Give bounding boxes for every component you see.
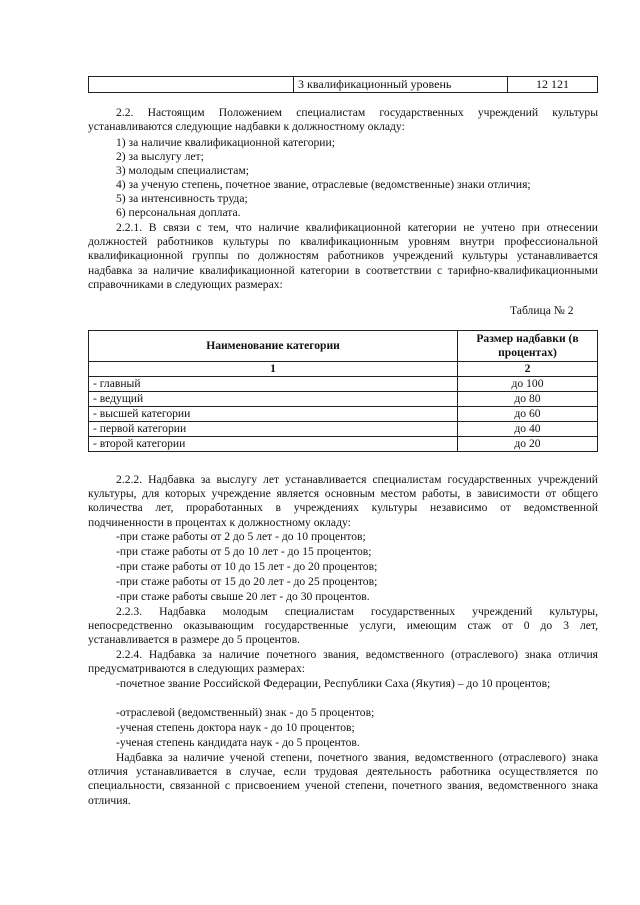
column-header-bonus-size: Размер надбавки (в процентах) [458, 331, 598, 362]
table-row [89, 77, 598, 93]
table-number-row [89, 362, 598, 377]
section-2-2-2-intro: 2.2.2. Надбавка за выслугу лет устанавливается специалистам государственных учреждений культуры, для которых учреждение является основным местом работы, в зависимости от общего количества лет, проработанных в учреждениях культуры независимо от ведомственной подчиненности в процентах к должностному окладу: [88, 473, 598, 529]
category-name: - ведущий [89, 392, 458, 407]
bonus-value: до 80 [458, 392, 598, 407]
list-item: 1) за наличие квалификационной категории; [116, 136, 335, 149]
column-number: 2 [458, 362, 598, 377]
bonus-value: до 40 [458, 422, 598, 437]
column-number: 1 [89, 362, 458, 377]
list-item: 5) за интенсивность труда; [116, 192, 248, 205]
table-row [89, 422, 598, 437]
table-row [89, 377, 598, 392]
table-row [89, 392, 598, 407]
qualification-level-cell: 3 квалификационный уровень [294, 77, 508, 93]
section-2-2-4-intro: 2.2.4. Надбавка за наличие почетного звания, ведомственного (отраслевого) знака отличия предусматриваются в следующих размерах: [88, 648, 598, 676]
category-name: - первой категории [89, 422, 458, 437]
list-item: -ученая степень кандидата наук - до 5 процентов. [116, 736, 360, 749]
section-2-2-4-final: Надбавка за наличие ученой степени, почетного звания, ведомственного (отраслевого) знака отличия устанавливается в случае, если трудовая деятельность работника осуществляется по специальности, связанной с присвоением ученой степени, почетного звания, ведомственного знака отличия. [88, 751, 598, 807]
category-name: - высшей категории [89, 407, 458, 422]
table-row [89, 407, 598, 422]
list-item: -при стаже работы от 2 до 5 лет - до 10 процентов; [116, 530, 366, 543]
section-2-2-intro: 2.2. Настоящим Положением специалистам государственных учреждений культуры устанавливаются следующие надбавки к должностному окладу: [88, 106, 598, 134]
empty-cell [89, 77, 294, 93]
category-bonus-table [88, 330, 598, 452]
section-2-2-1: 2.2.1. В связи с тем, что наличие квалификационной категории не учтено при отнесении должностей работников культуры по квалификационным уровням внутри профессиональной квалификационной группы по должностям работников учреждений культуры устанавливается надбавка за наличие квалификационной категории в соответствии с тарифно-квалификационными справочниками в следующих размерах: [88, 221, 598, 291]
list-item: 4) за ученую степень, почетное звание, отраслевые (ведомственные) знаки отличия; [116, 178, 531, 191]
list-item: -при стаже работы свыше 20 лет - до 30 процентов. [116, 590, 370, 603]
column-header-category: Наименование категории [89, 331, 458, 362]
salary-table-fragment [88, 76, 598, 93]
table-header-row [89, 331, 598, 362]
category-name: - главный [89, 377, 458, 392]
list-item: -при стаже работы от 15 до 20 лет - до 25 процентов; [116, 575, 378, 588]
table-caption: Таблица № 2 [510, 304, 574, 317]
list-item: 3) молодым специалистам; [116, 164, 249, 177]
list-item: -при стаже работы от 10 до 15 лет - до 20 процентов; [116, 560, 378, 573]
bonus-value: до 60 [458, 407, 598, 422]
bonus-value: до 100 [458, 377, 598, 392]
section-2-2-3: 2.2.3. Надбавка молодым специалистам государственных учреждений культуры, непосредственно оказывающим государственные услуги, имеющим стаж от 0 до 3 лет, устанавливается в размере до 5 процентов. [88, 605, 598, 647]
list-item: -отраслевой (ведомственный) знак - до 5 процентов; [116, 706, 375, 719]
bonus-value: до 20 [458, 437, 598, 452]
list-item: -ученая степень доктора наук - до 10 процентов; [116, 721, 355, 734]
list-item: 2) за выслугу лет; [116, 150, 204, 163]
list-item: 6) персональная доплата. [116, 206, 241, 219]
salary-amount-cell: 12 121 [508, 77, 598, 93]
table-row [89, 437, 598, 452]
category-name: - второй категории [89, 437, 458, 452]
list-item: -почетное звание Российской Федерации, Республики Саха (Якутия) – до 10 процентов; [116, 677, 551, 690]
list-item: -при стаже работы от 5 до 10 лет - до 15 процентов; [116, 545, 372, 558]
